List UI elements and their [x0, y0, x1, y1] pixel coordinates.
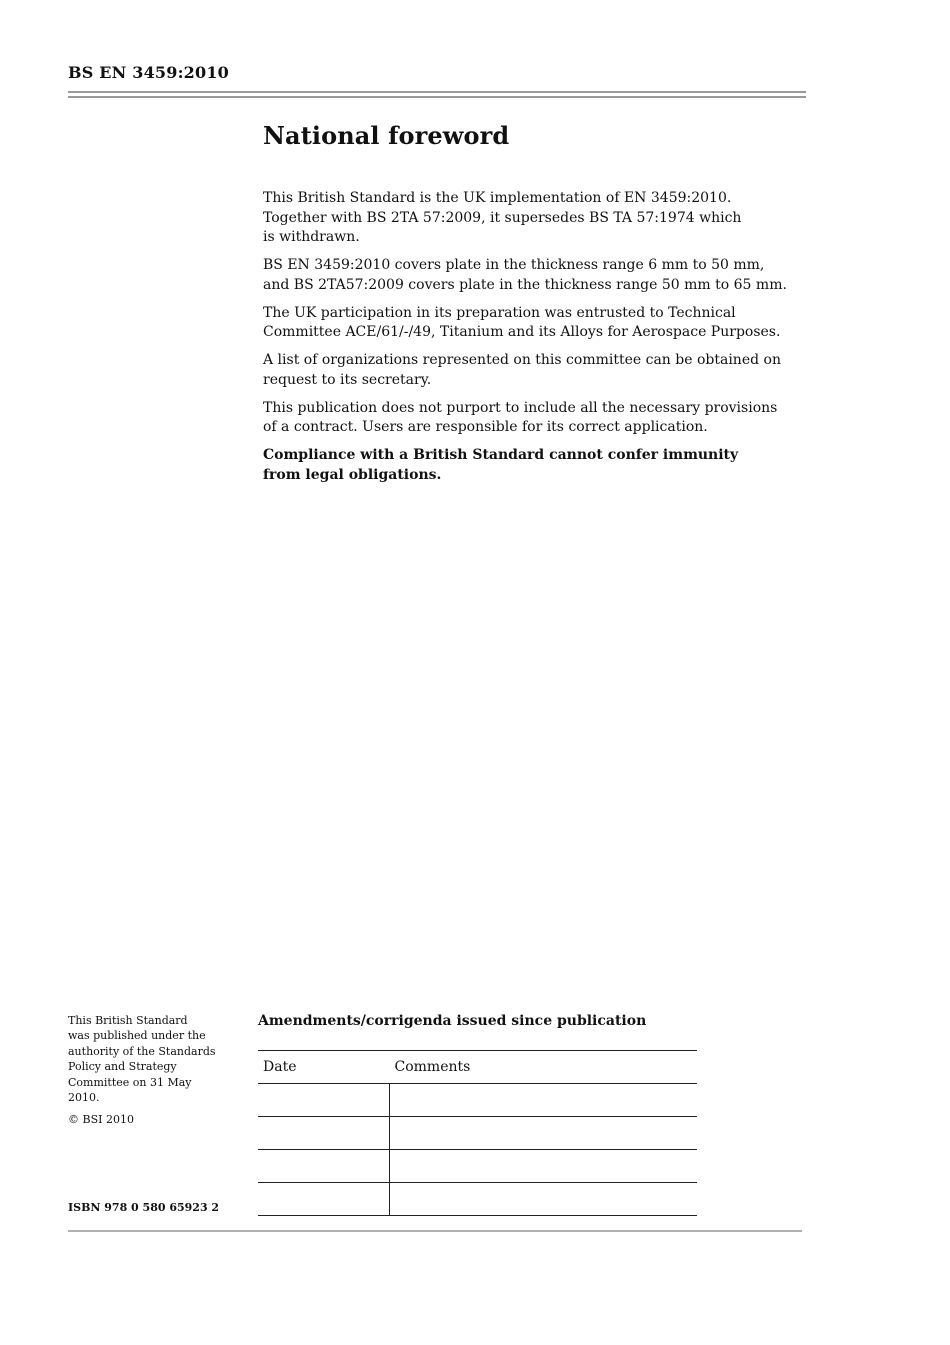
table-row [258, 1084, 697, 1117]
amendments-header-row [258, 1051, 697, 1084]
column-header-date: Date [258, 1051, 390, 1084]
header-rule-upper [68, 91, 806, 93]
foreword-body [263, 189, 823, 494]
comments-cell [390, 1183, 698, 1216]
paragraph-implementation: This British Standard is the UK implementation of EN 3459:2010. Together with BS 2TA 57:2009, it supersedes BS TA 57:1974 which is withdrawn. [263, 190, 742, 245]
isbn-number: ISBN 978 0 580 65923 2 [68, 1201, 220, 1214]
date-cell [258, 1117, 390, 1150]
document-code: BS EN 3459:2010 [68, 63, 230, 82]
column-header-comments: Comments [390, 1051, 698, 1084]
paragraph-thickness-range: BS EN 3459:2010 covers plate in the thickness range 6 mm to 50 mm, and BS 2TA57:2009 covers plate in the thickness range 50 mm to 65 mm. [263, 257, 787, 293]
paragraph-contract-disclaimer: This publication does not purport to include all the necessary provisions of a contract. Users are responsible for its correct application. [263, 399, 778, 435]
amendments-table [258, 1050, 697, 1216]
comments-cell [390, 1117, 698, 1150]
paragraph-organizations: A list of organizations represented on this committee can be obtained on request to its secretary. [263, 352, 781, 388]
comments-cell [390, 1084, 698, 1117]
publication-note: This British Standard was published under the authority of the Standards Policy and Strategy Committee on 31 May 2010. [68, 1014, 216, 1105]
date-cell [258, 1084, 390, 1117]
header-rule-lower [68, 96, 806, 98]
publication-sidebar [68, 1013, 238, 1135]
table-row [258, 1150, 697, 1183]
comments-cell [390, 1150, 698, 1183]
amendments-title: Amendments/corrigenda issued since publication [258, 1013, 647, 1029]
paragraph-committee: The UK participation in its preparation was entrusted to Technical Committee ACE/61/-/49, Titanium and its Alloys for Aerospace Purposes. [263, 304, 781, 340]
copyright-notice: © BSI 2010 [68, 1113, 134, 1127]
date-cell [258, 1150, 390, 1183]
footer-rule [68, 1230, 802, 1232]
date-cell [258, 1183, 390, 1216]
table-row [258, 1117, 697, 1150]
table-row [258, 1183, 697, 1216]
page-title: National foreword [263, 121, 510, 150]
compliance-statement: Compliance with a British Standard cannot confer immunity from legal obligations. [263, 447, 739, 483]
